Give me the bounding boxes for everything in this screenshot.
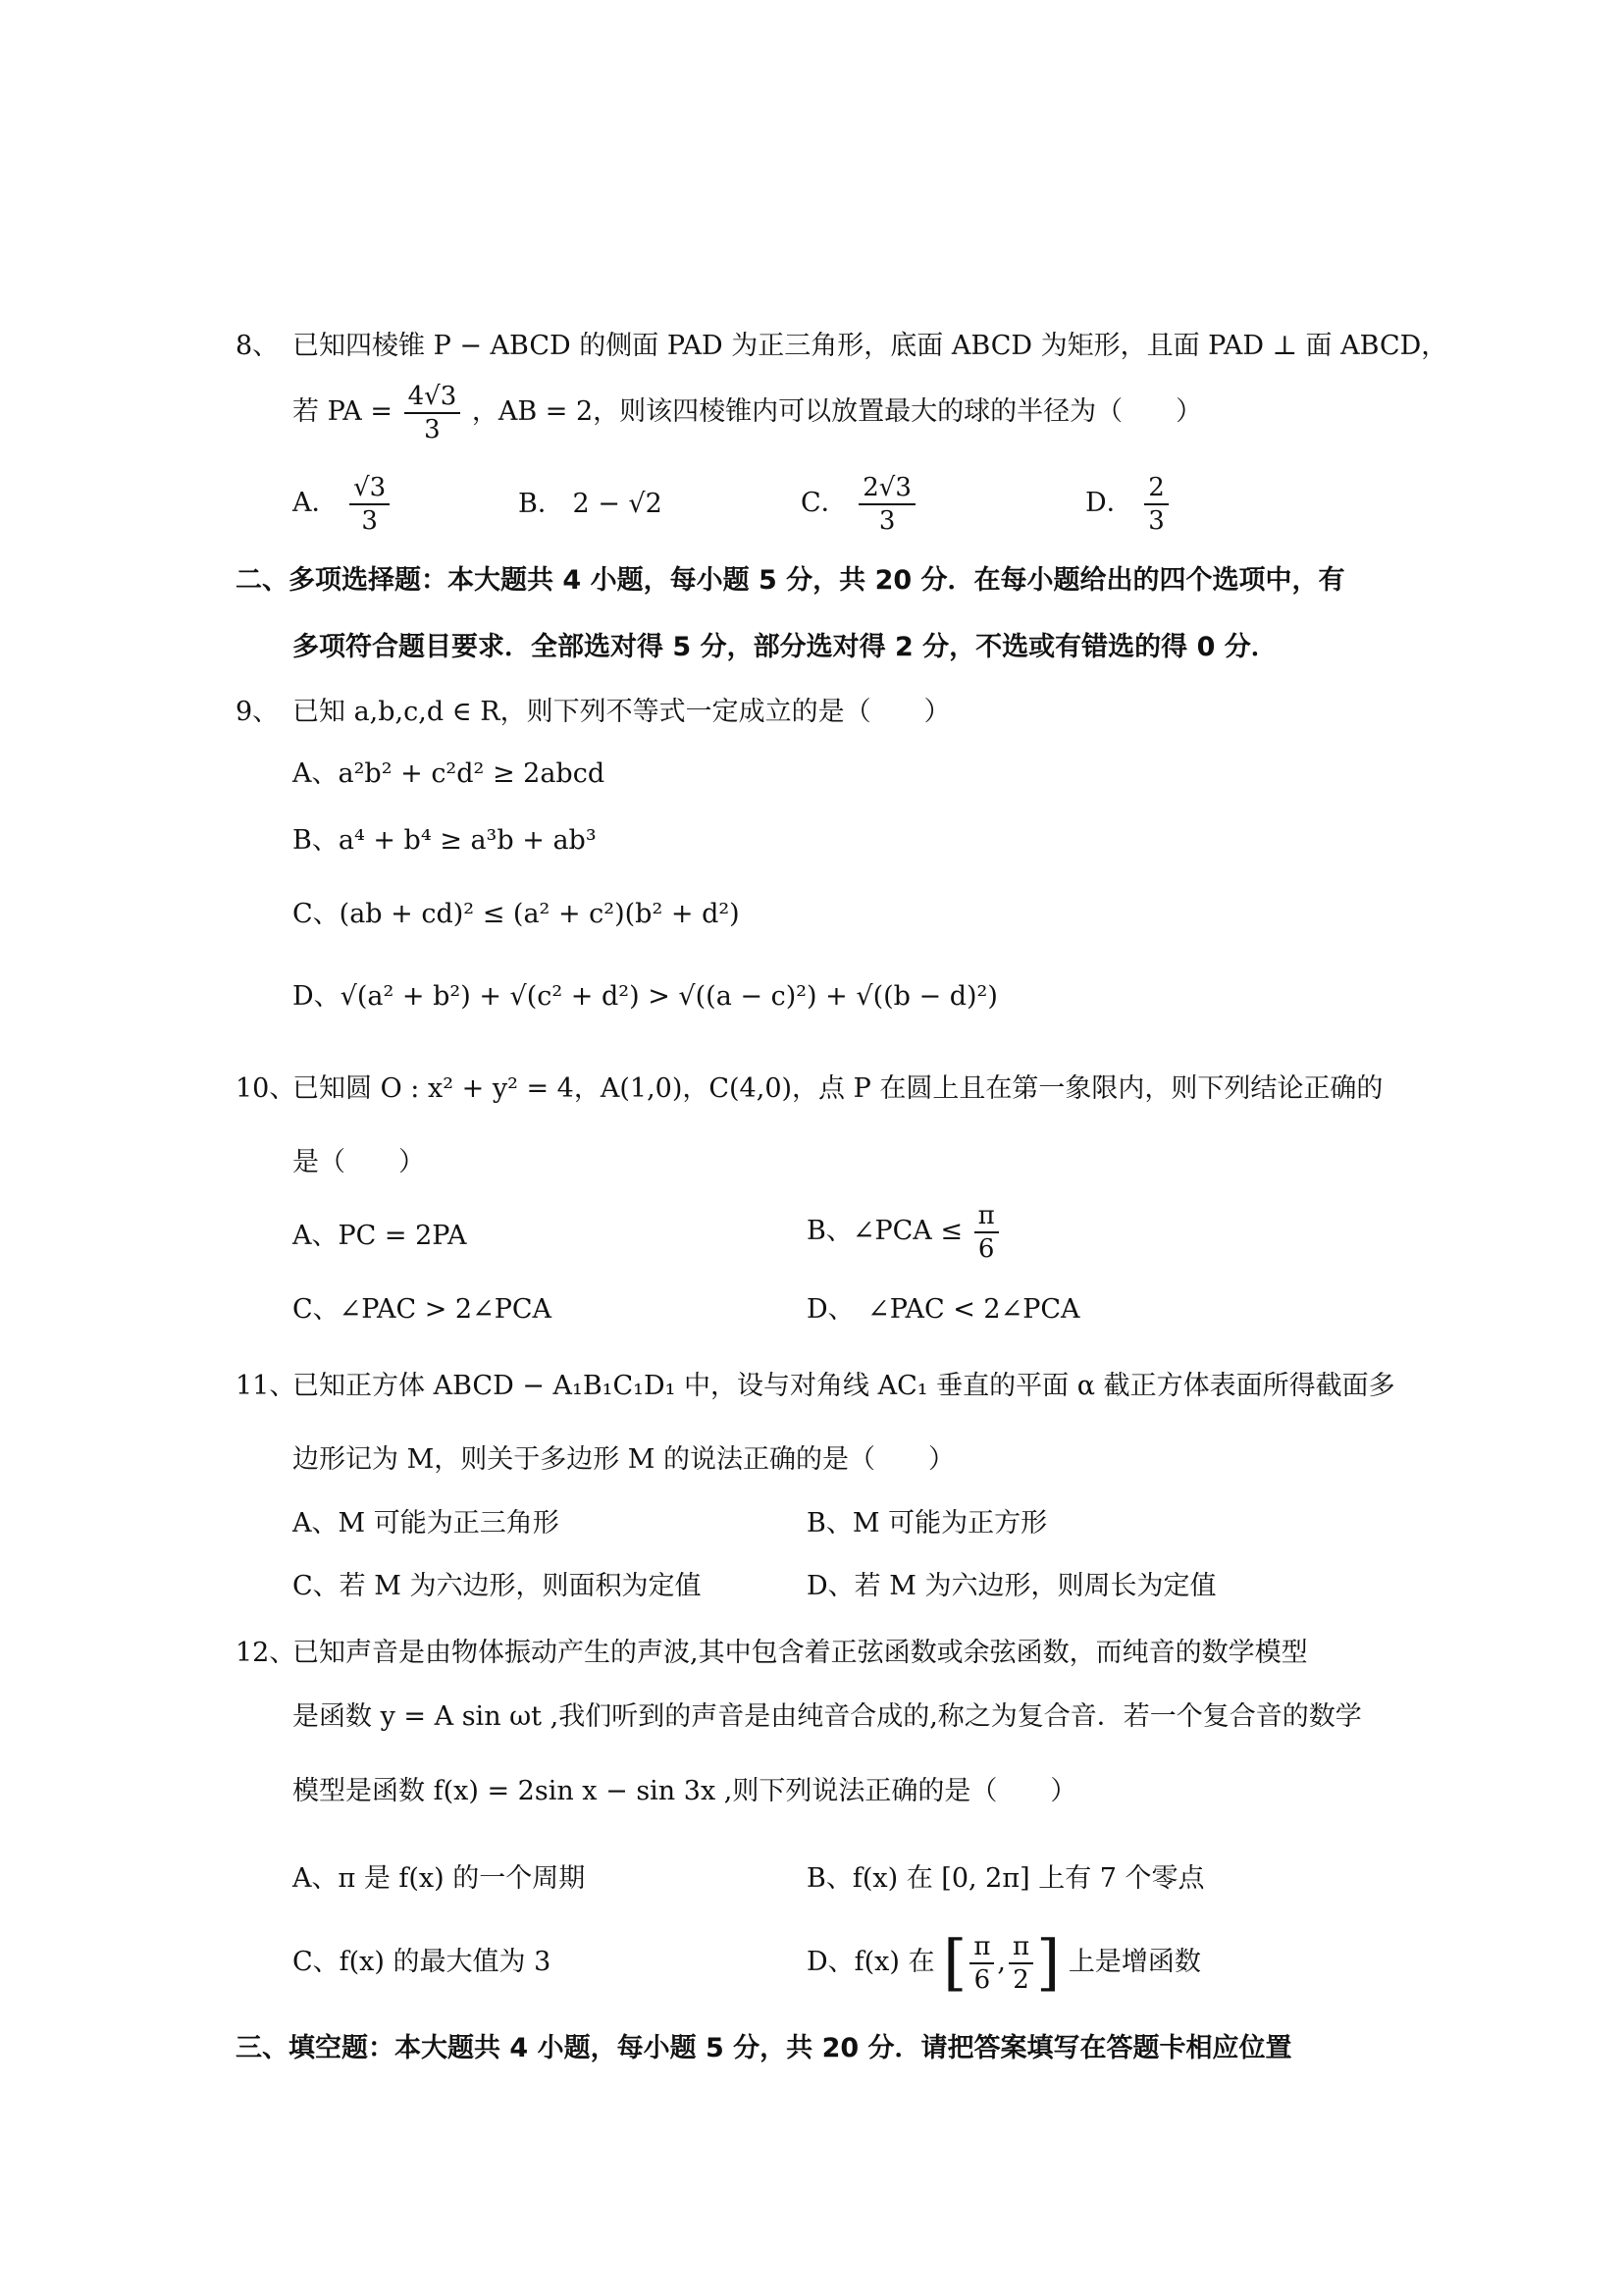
section2-heading-line2: 多项符合题目要求．全部选对得 5 分，部分选对得 2 分，不选或有错选的得 0 分． <box>292 632 1278 662</box>
q8-option-d-den: 3 <box>1148 505 1165 536</box>
q9-option-d: D、√(a² + b²) + √(c² + d²) > √((a − c)²) + √((b − d)²) <box>292 981 998 1012</box>
q8-option-a-num: √3 <box>349 475 390 505</box>
q8-line1: 已知四棱锥 P − ABCD 的侧面 PAD 为正三角形，底面 ABCD 为矩形，且面 PAD ⊥ 面 ABCD， <box>292 331 1448 361</box>
q8-line2-pre: 若 PA = <box>292 396 393 427</box>
q8-option-c-fraction <box>859 472 916 536</box>
q12-option-b: B、f(x) 在 [0, 2π] 上有 7 个零点 <box>807 1863 1205 1894</box>
q10-stem-line1: 已知圆 O : x² + y² = 4，A(1,0)，C(4,0)，点 P 在圆上且在第一象限内，则下列结论正确的 <box>292 1073 1384 1104</box>
q8-option-c-num: 2√3 <box>859 475 916 505</box>
q12-number: 12、 <box>236 1638 296 1668</box>
q8-option-d <box>1085 471 1172 536</box>
q12-option-d-pre: D、f(x) 在 <box>807 1947 935 1977</box>
q9-stem: 已知 a,b,c,d ∈ R，则下列不等式一定成立的是（ ） <box>292 697 951 727</box>
q12-option-d-post: 上是增函数 <box>1068 1947 1201 1977</box>
q8-pa-denominator: 3 <box>424 414 441 444</box>
q11-stem-line2: 边形记为 M，则关于多边形 M 的说法正确的是（ ） <box>292 1444 956 1475</box>
q8-line2-post: ，AB = 2，则该四棱锥内可以放置最大的球的半径为（ ） <box>471 396 1203 427</box>
q12-option-d-open-bracket: [ <box>943 1926 968 1999</box>
q12-option-c: C、f(x) 的最大值为 3 <box>292 1947 551 1977</box>
q8-pa-numerator: 4√3 <box>404 384 461 414</box>
q11-number: 11、 <box>236 1371 296 1401</box>
q10-option-b-pre: B、∠PCA ≤ <box>807 1216 963 1246</box>
q10-option-d: D、 ∠PAC < 2∠PCA <box>807 1294 1080 1325</box>
q12-option-d-close-bracket: ] <box>1036 1926 1061 1999</box>
q11-stem-line1: 已知正方体 ABCD − A₁B₁C₁D₁ 中，设与对角线 AC₁ 垂直的平面 α 截正方体表面所得截面多 <box>292 1371 1395 1401</box>
q8-option-b-value: 2 − √2 <box>572 489 662 519</box>
q8-option-b-label: B． <box>518 489 564 519</box>
q10-option-c: C、∠PAC > 2∠PCA <box>292 1294 552 1325</box>
q12-option-d-num1: π <box>969 1934 994 1964</box>
q8-pa-fraction <box>404 381 461 444</box>
q12-option-d <box>807 1923 1201 2002</box>
q12-option-d-fraction-2 <box>1009 1931 1033 1995</box>
q8-option-c-label: C． <box>801 488 848 518</box>
q8-number: 8、 <box>236 331 280 361</box>
q10-number: 10、 <box>236 1073 296 1104</box>
q8-option-d-fraction <box>1144 472 1169 536</box>
q12-option-a: A、π 是 f(x) 的一个周期 <box>292 1863 586 1894</box>
q12-option-d-comma: , <box>997 1947 1007 1977</box>
q8-option-d-num: 2 <box>1144 475 1169 505</box>
q12-option-d-den1: 6 <box>973 1964 991 1995</box>
q12-option-d-den2: 2 <box>1013 1964 1029 1995</box>
q9-option-c: C、(ab + cd)² ≤ (a² + c²)(b² + d²) <box>292 899 740 929</box>
q8-option-a-den: 3 <box>361 505 378 536</box>
q10-option-b-num: π <box>974 1203 999 1233</box>
q10-option-a: A、PC = 2PA <box>292 1221 467 1251</box>
q8-option-a <box>292 471 393 536</box>
q12-stem-line2: 是函数 y = A sin ωt ,我们听到的声音是由纯音合成的,称之为复合音．若一个复合音的数学 <box>292 1701 1362 1732</box>
q10-stem-line2: 是（ ） <box>292 1147 425 1177</box>
q8-option-a-label: A． <box>292 488 339 518</box>
q11-option-d: D、若 M 为六边形，则周长为定值 <box>807 1571 1217 1601</box>
q8-option-c-den: 3 <box>878 505 896 536</box>
q8-option-b <box>518 485 662 524</box>
q9-option-a: A、a²b² + c²d² ≥ 2abcd <box>292 758 605 789</box>
q12-option-d-fraction-1 <box>969 1931 994 1995</box>
q12-stem-line1: 已知声音是由物体振动产生的声波,其中包含着正弦函数或余弦函数，而纯音的数学模型 <box>292 1638 1308 1668</box>
q10-option-b <box>807 1199 1002 1264</box>
q9-number: 9、 <box>236 697 280 727</box>
q8-option-a-fraction <box>349 472 390 536</box>
q9-option-b: B、a⁴ + b⁴ ≥ a³b + ab³ <box>292 825 597 856</box>
section3-heading: 三、填空题：本大题共 4 小题，每小题 5 分，共 20 分．请把答案填写在答题卡相应位置 <box>236 2033 1292 2063</box>
q8-line2 <box>292 383 1202 443</box>
q8-option-c <box>801 471 918 536</box>
q11-option-a: A、M 可能为正三角形 <box>292 1508 559 1539</box>
q8-option-d-label: D． <box>1085 488 1133 518</box>
q10-option-b-den: 6 <box>977 1233 995 1264</box>
q12-stem-line3: 模型是函数 f(x) = 2sin x − sin 3x ,则下列说法正确的是（ ） <box>292 1776 1077 1806</box>
section2-heading-line1: 二、多项选择题：本大题共 4 小题，每小题 5 分，共 20 分．在每小题给出的四个选项中，有 <box>236 565 1345 596</box>
q10-option-b-fraction <box>974 1200 999 1264</box>
q11-option-b: B、M 可能为正方形 <box>807 1508 1048 1539</box>
q11-option-c: C、若 M 为六边形，则面积为定值 <box>292 1571 702 1601</box>
q12-option-d-num2: π <box>1009 1934 1033 1964</box>
